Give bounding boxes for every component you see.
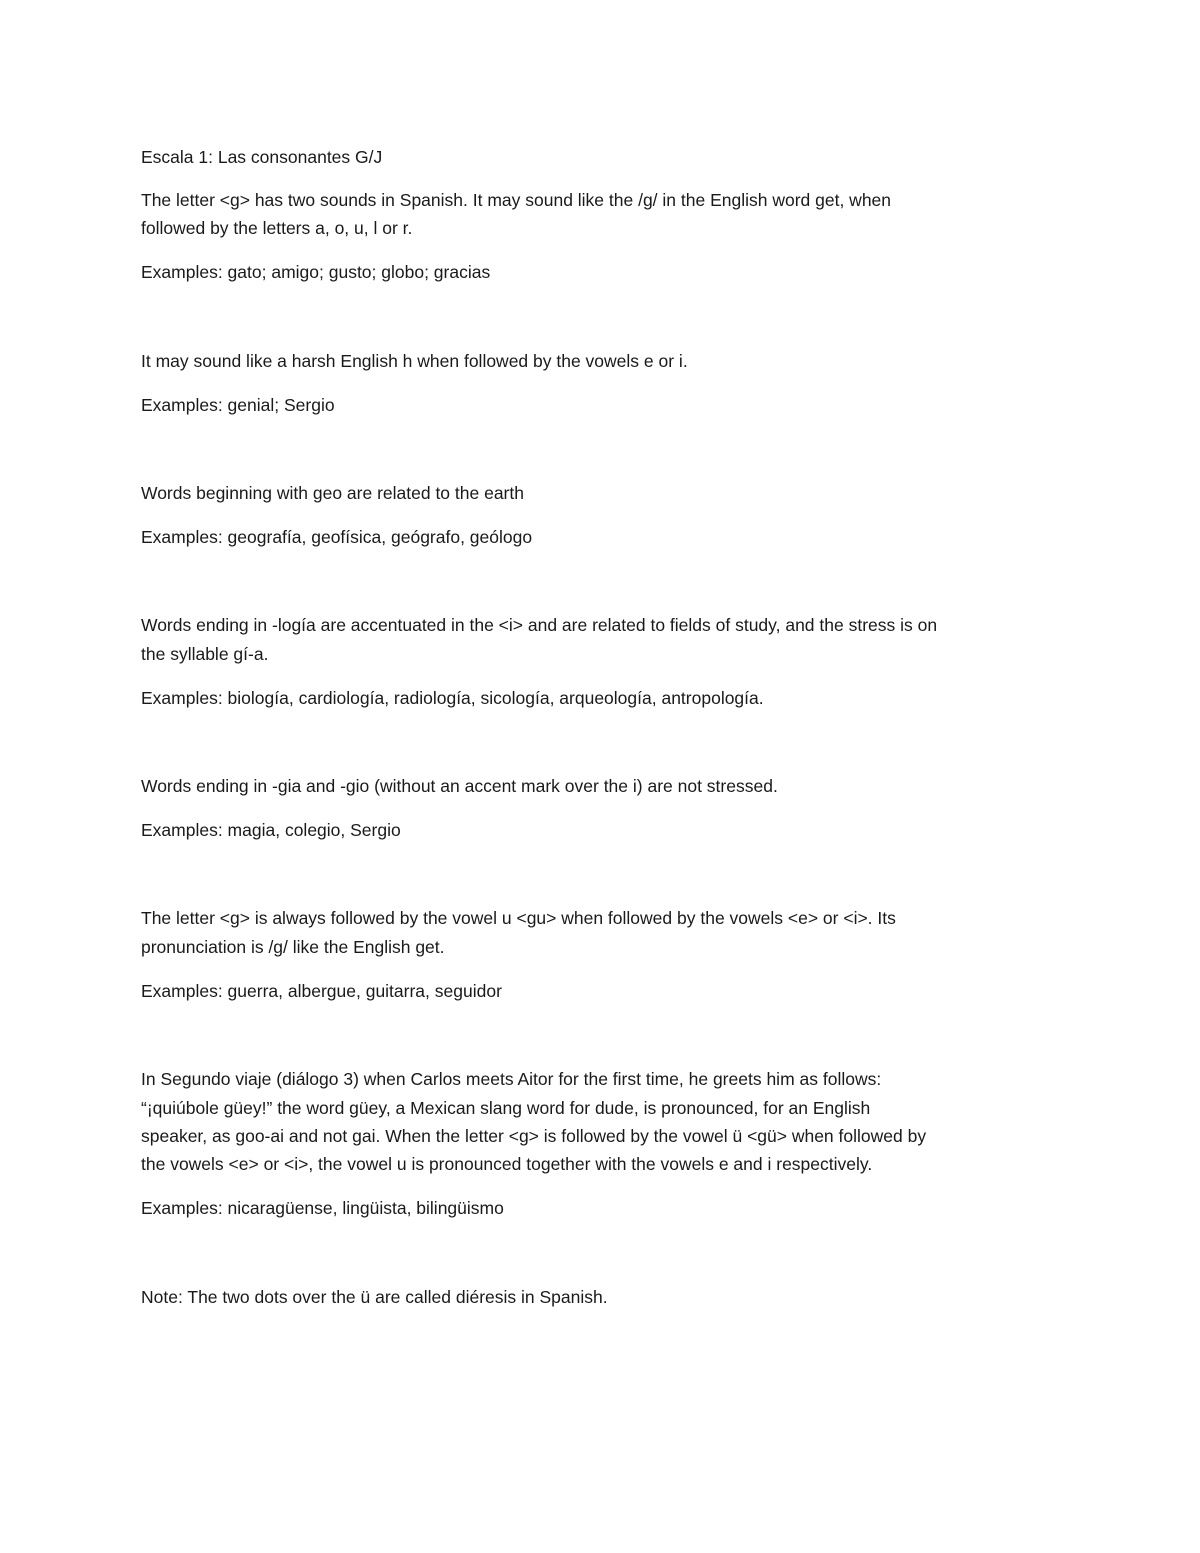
- paragraph-gia-gio: Words ending in -gia and -gio (without an accent mark over the i) are not stressed.: [141, 776, 778, 796]
- paragraph-g-sounds-line-2: followed by the letters a, o, u, l or r.: [141, 218, 413, 238]
- paragraph-soft-g: It may sound like a harsh English h when followed by the vowels e or i.: [141, 351, 688, 371]
- paragraph-gue-line-3: speaker, as goo-ai and not gai. When the letter <g> is followed by the vowel ü <gü> when followed by: [141, 1126, 927, 1146]
- paragraph-gue-line-4: the vowels <e> or <i>, the vowel u is pronounced together with the vowels e and i respectively.: [141, 1154, 873, 1174]
- paragraph-gu-line-2: pronunciation is /g/ like the English get.: [141, 937, 445, 957]
- paragraph-logia-line-2: the syllable gí-a.: [141, 644, 269, 664]
- examples-logia: Examples: biología, cardiología, radiología, sicología, arqueología, antropología.: [141, 688, 764, 708]
- paragraph-logia-line-1: Words ending in -logía are accentuated in the <i> and are related to fields of study, and the stress is on: [141, 615, 938, 635]
- examples-gia-gio: Examples: magia, colegio, Sergio: [141, 820, 401, 840]
- examples-geo: Examples: geografía, geofísica, geógrafo, geólogo: [141, 527, 533, 547]
- paragraph-gue-line-2: “¡quiúbole güey!” the word güey, a Mexican slang word for dude, is pronounced, for an English: [141, 1098, 871, 1118]
- examples-soft-g: Examples: genial; Sergio: [141, 395, 335, 415]
- document-title: Escala 1: Las consonantes G/J: [141, 147, 383, 167]
- paragraph-gue-line-1: In Segundo viaje (diálogo 3) when Carlos meets Aitor for the first time, he greets him as follows:: [141, 1069, 882, 1089]
- examples-gu: Examples: guerra, albergue, guitarra, seguidor: [141, 981, 502, 1001]
- paragraph-geo: Words beginning with geo are related to the earth: [141, 483, 524, 503]
- examples-gue: Examples: nicaragüense, lingüista, bilingüismo: [141, 1198, 504, 1218]
- examples-hard-g: Examples: gato; amigo; gusto; globo; gracias: [141, 262, 491, 282]
- note-dieresis: Note: The two dots over the ü are called diéresis in Spanish.: [141, 1287, 608, 1307]
- paragraph-gu-line-1: The letter <g> is always followed by the vowel u <gu> when followed by the vowels <e> or <i>. Its: [141, 908, 896, 928]
- paragraph-g-sounds-line-1: The letter <g> has two sounds in Spanish. It may sound like the /g/ in the English word get, when: [141, 190, 892, 210]
